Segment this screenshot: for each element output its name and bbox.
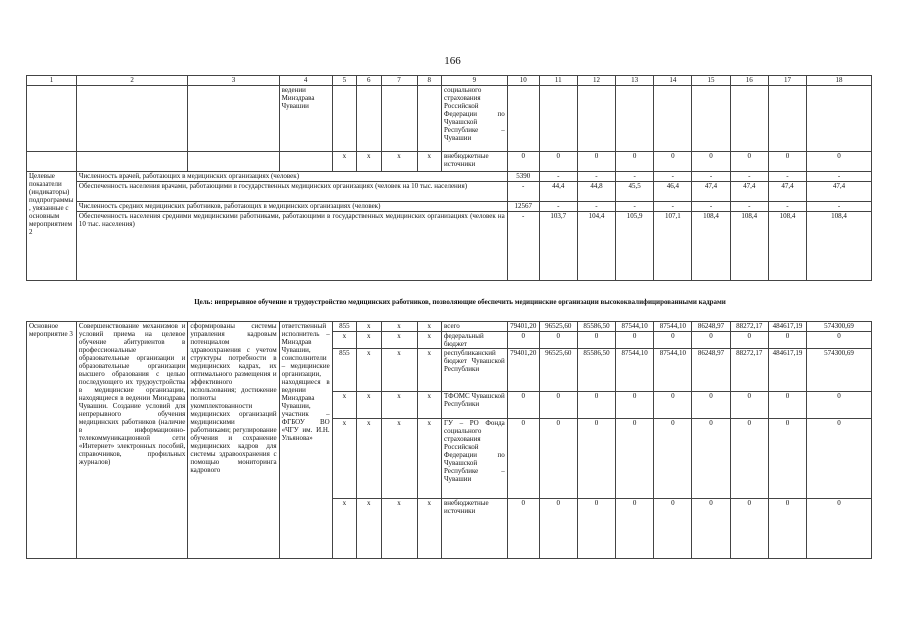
funding-source-cell: республиканский бюджет Чувашской Республики <box>441 349 507 392</box>
amount-cell: 0 <box>539 332 577 349</box>
code-cell: 855 <box>332 349 356 392</box>
column-number: 15 <box>692 76 730 86</box>
table-row <box>27 322 872 332</box>
amount-cell: 0 <box>807 332 872 349</box>
amount-cell: 0 <box>807 499 872 559</box>
funding-source-cell: ГУ – РО Фонда социального страхования Российской Федерации по Чувашской Республике – Чувашии <box>441 419 507 499</box>
amount-cell: 0 <box>616 332 654 349</box>
code-cell: x <box>357 392 381 419</box>
code-cell: x <box>357 499 381 559</box>
column-number: 10 <box>507 76 539 86</box>
amount-cell: 0 <box>507 332 539 349</box>
funding-source-cell: внебюджетные источники <box>441 499 507 559</box>
amount-cell: 0 <box>654 419 692 499</box>
measure-result: сформированы системы управления кадровым потенциалом здравоохранения с учетом структуры потребности в медицинских кадрах, их оптимального размещения и эффективного использования; достижение полноты укомплектованности медицинских организаций медицинскими работниками; регулирование обучения и сохранение медицинских кадров для системы здравоохранения с помощью мониторинга кадрового <box>188 322 279 559</box>
code-cell: x <box>332 332 356 349</box>
indicator-label: Целевые показатели (индикаторы) подпрограммы, увязанные с основным мероприятием 2 <box>27 172 77 281</box>
amount-cell: 0 <box>654 499 692 559</box>
column-number: 9 <box>441 76 507 86</box>
goal-heading: Цель: непрерывное обучение и трудоустройство медицинских работников, позволяющие обеспечить медицинские организации высококвалифицированными кадрами <box>194 298 726 306</box>
column-number: 8 <box>417 76 441 86</box>
column-number: 7 <box>381 76 417 86</box>
amount-cell: 0 <box>807 392 872 419</box>
amount-cell: 79401,20 <box>507 349 539 392</box>
column-number: 5 <box>332 76 356 86</box>
amount-cell: 0 <box>539 499 577 559</box>
funding-source-cell: федеральный бюджет <box>441 332 507 349</box>
amount-cell: 85586,50 <box>577 322 615 332</box>
amount-cell: 0 <box>577 392 615 419</box>
column-number: 16 <box>730 76 768 86</box>
column-number: 17 <box>768 76 806 86</box>
column-number: 14 <box>654 76 692 86</box>
code-cell: x <box>417 499 441 559</box>
amount-cell: 0 <box>539 419 577 499</box>
amount-cell: 0 <box>616 419 654 499</box>
code-cell: x <box>381 322 417 332</box>
table-row <box>27 86 872 152</box>
amount-cell: 0 <box>577 332 615 349</box>
amount-cell: 0 <box>577 419 615 499</box>
amount-cell: 86248,97 <box>692 322 730 332</box>
amount-cell: 0 <box>730 419 768 499</box>
amount-cell: 0 <box>692 419 730 499</box>
amount-cell: 0 <box>654 392 692 419</box>
amount-cell: 574300,69 <box>807 322 872 332</box>
amount-cell: 86248,97 <box>692 349 730 392</box>
funding-source-cell: всего <box>441 322 507 332</box>
main-measure-table <box>26 321 872 559</box>
column-number: 18 <box>807 76 872 86</box>
code-cell: x <box>417 322 441 332</box>
amount-cell: 0 <box>692 332 730 349</box>
code-cell: x <box>417 349 441 392</box>
amount-cell: 0 <box>616 392 654 419</box>
amount-cell: 0 <box>654 332 692 349</box>
amount-cell: 574300,69 <box>807 349 872 392</box>
amount-cell: 0 <box>616 499 654 559</box>
amount-cell: 484617,19 <box>768 349 806 392</box>
amount-cell: 0 <box>577 499 615 559</box>
amount-cell: 0 <box>507 419 539 499</box>
amount-cell: 85586,50 <box>577 349 615 392</box>
amount-cell: 88272,17 <box>730 322 768 332</box>
code-cell: x <box>357 332 381 349</box>
code-cell: x <box>381 349 417 392</box>
page-number: 166 <box>444 55 461 67</box>
code-cell: x <box>417 332 441 349</box>
code-cell: x <box>332 499 356 559</box>
column-number: 4 <box>279 76 332 86</box>
indicator-row: Численность средних медицинских работников, работающих в медицинских организациях (человек) 12567 - - - - - - - - <box>27 202 872 212</box>
column-number: 13 <box>616 76 654 86</box>
amount-cell: 87544,10 <box>654 322 692 332</box>
amount-cell: 96525,60 <box>539 349 577 392</box>
code-cell: x <box>381 332 417 349</box>
code-cell: x <box>357 419 381 499</box>
code-cell: x <box>357 349 381 392</box>
amount-cell: 87544,10 <box>616 322 654 332</box>
measure-name: Основное мероприятие 3 <box>27 322 77 559</box>
amount-cell: 87544,10 <box>616 349 654 392</box>
amount-cell: 79401,20 <box>507 322 539 332</box>
continuation-table <box>26 75 872 281</box>
code-cell: x <box>417 419 441 499</box>
amount-cell: 0 <box>730 499 768 559</box>
indicator-row: Обеспеченность населения врачами, работающими в государственных медицинских организациях (человек на 10 тыс. населения) - 44,4 44,8 45,5 46,4 47,4 47,4 47,4 47,4 <box>27 182 872 202</box>
amount-cell: 0 <box>768 419 806 499</box>
amount-cell: 0 <box>768 392 806 419</box>
funding-source-cell: ТФОМС Чувашской Республики <box>441 392 507 419</box>
amount-cell: 96525,60 <box>539 322 577 332</box>
amount-cell: 0 <box>730 332 768 349</box>
code-cell: x <box>381 499 417 559</box>
amount-cell: 0 <box>539 392 577 419</box>
indicator-row: Обеспеченность населения средними медицинскими работниками, работающими в государственных медицинских организациях (человек на 10 тыс. населения) - 103,7 104,4 105,9 107,1 108,4 108,4 108,4 108,4 <box>27 212 872 281</box>
amount-cell: 0 <box>730 392 768 419</box>
amount-cell: 0 <box>768 499 806 559</box>
amount-cell: 0 <box>768 332 806 349</box>
code-cell: x <box>357 322 381 332</box>
measure-description: Совершенствование механизмов и условий приема на целевое обучение абитуриентов в профессиональные образовательные организации и образовательные организации высшего образования с целью последующего их трудоустройства в медицинские организации, находящиеся в ведении Минздрава Чувашии. Создание условий для непрерывного обучения медицинских работников (наличие в информационно-телекоммуникационной сети «Интернет» электронных пособий, справочников, профильных журналов) <box>76 322 187 559</box>
column-number: 12 <box>577 76 615 86</box>
table-row: x x x x внебюджетные источники 0 0 0 0 0 0 0 0 0 <box>27 152 872 172</box>
code-cell: x <box>332 392 356 419</box>
amount-cell: 0 <box>692 392 730 419</box>
amount-cell: 0 <box>807 419 872 499</box>
funding-source-cell: социального страхования Российской Федерации по Чувашской Республике – Чувашии <box>441 86 507 152</box>
column-number: 2 <box>76 76 187 86</box>
amount-cell: 0 <box>507 499 539 559</box>
indicator-row: Целевые показатели (индикаторы) подпрограммы, увязанные с основным мероприятием 2 Численность врачей, работающих в медицинских организациях (человек) 5390 - - - - - - - - <box>27 172 872 182</box>
amount-cell: 88272,17 <box>730 349 768 392</box>
executor-cell: ведении Минздрава Чувашии <box>279 86 332 152</box>
column-number: 3 <box>188 76 279 86</box>
code-cell: 855 <box>332 322 356 332</box>
measure-executors: ответственный исполнитель – Минздрав Чувашии, соисполнители – медицинские организации, находящиеся в ведении Минздрава Чувашии, участник – ФГБОУ ВО «ЧГУ им. И.Н. Ульянова» <box>279 322 332 559</box>
code-cell: x <box>381 419 417 499</box>
amount-cell: 87544,10 <box>654 349 692 392</box>
code-cell: x <box>417 392 441 419</box>
code-cell: x <box>332 419 356 499</box>
amount-cell: 484617,19 <box>768 322 806 332</box>
column-number: 6 <box>357 76 381 86</box>
column-number: 11 <box>539 76 577 86</box>
column-number-row <box>27 76 872 86</box>
amount-cell: 0 <box>507 392 539 419</box>
code-cell: x <box>381 392 417 419</box>
column-number: 1 <box>27 76 77 86</box>
funding-source-cell: внебюджетные источники <box>441 152 507 172</box>
amount-cell: 0 <box>692 499 730 559</box>
